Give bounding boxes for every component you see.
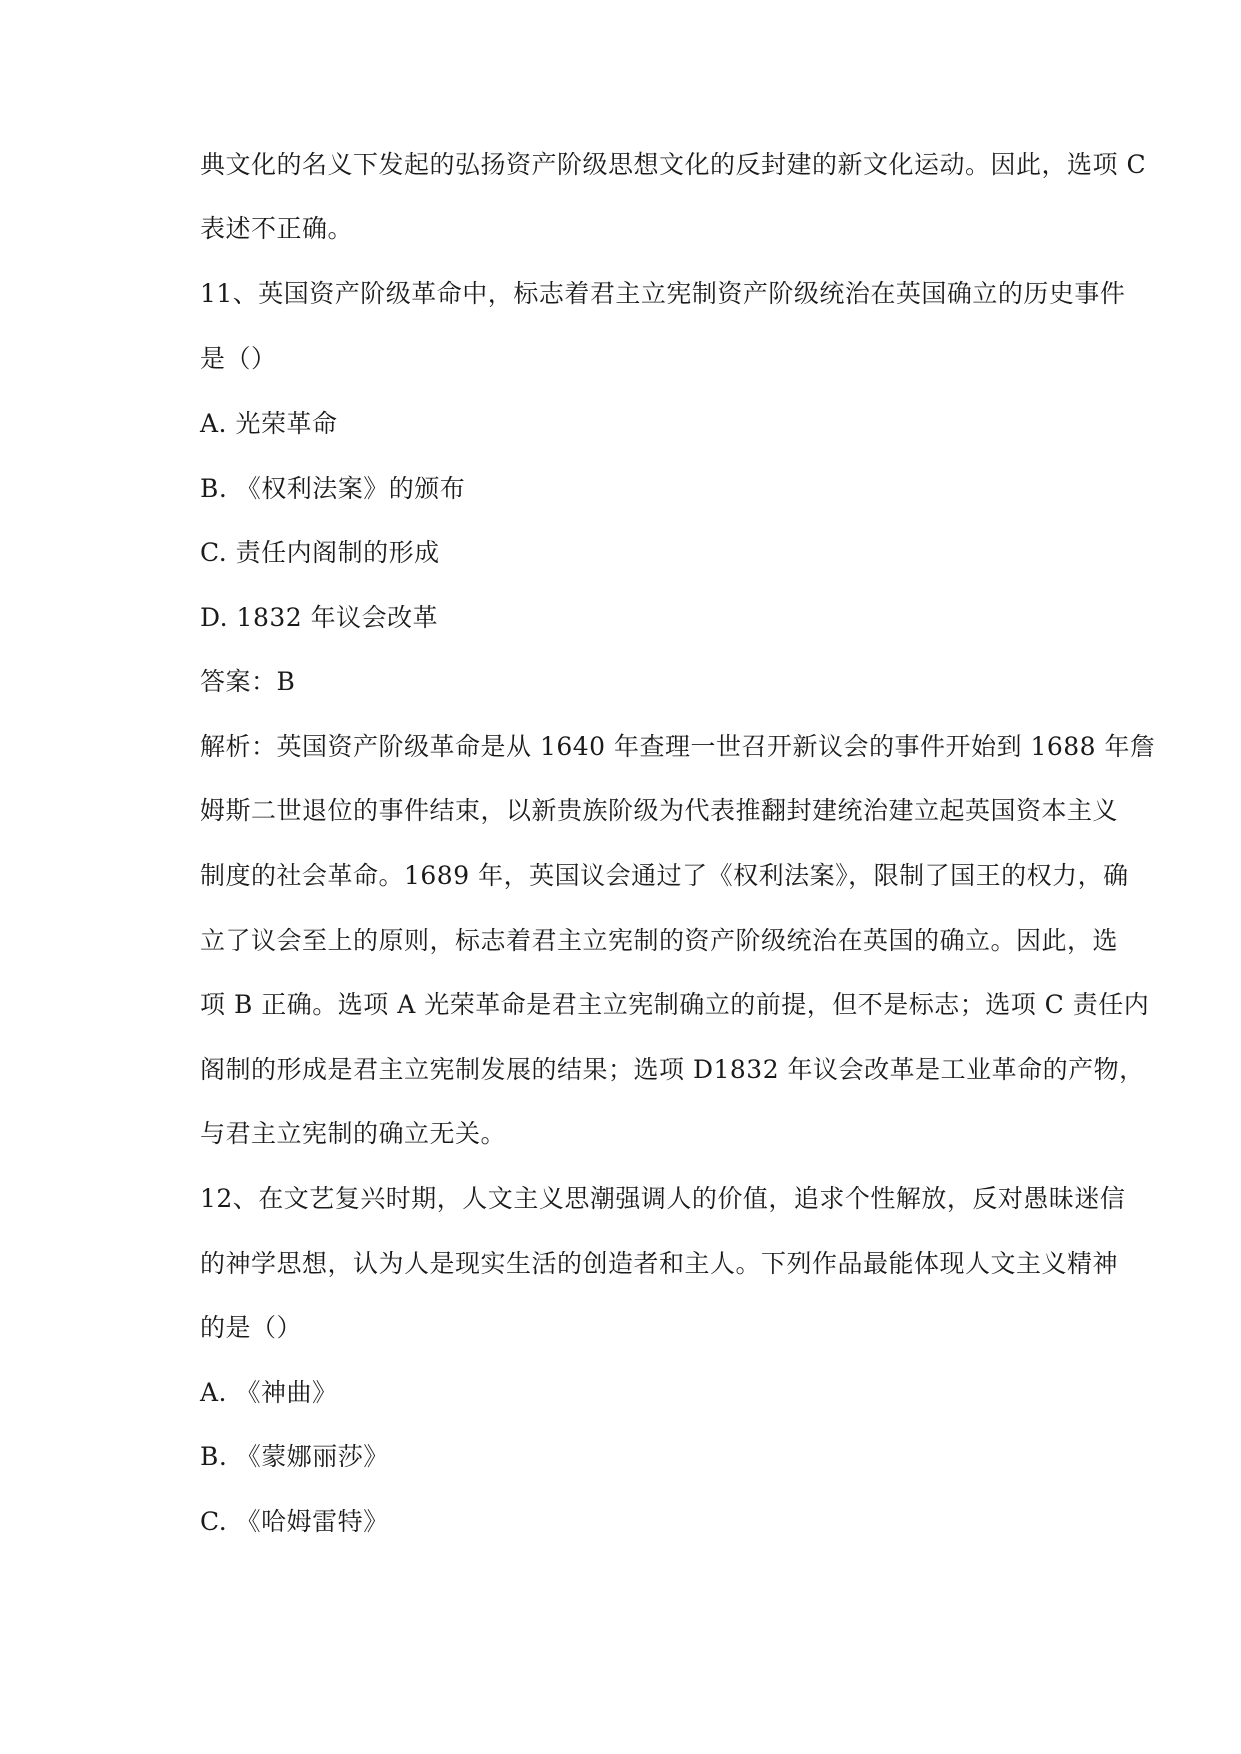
option-c: C. 责任内阁制的形成 bbox=[200, 538, 440, 567]
question-12-stem: 的是（） bbox=[200, 1313, 303, 1342]
question-12-stem: 的神学思想，认为人是现实生活的创造者和主人。下列作品最能体现人文主义精神 bbox=[200, 1249, 1119, 1278]
analysis-line: 阁制的形成是君主立宪制发展的结果；选项 D1832 年议会改革是工业革命的产物， bbox=[200, 1055, 1145, 1084]
question-12-stem: 12、在文艺复兴时期，人文主义思潮强调人的价值，追求个性解放，反对愚昧迷信 bbox=[200, 1184, 1126, 1213]
answer-line: 答案：B bbox=[200, 667, 296, 696]
option-d: D. 1832 年议会改革 bbox=[200, 603, 439, 632]
option-b: B. 《权利法案》的颁布 bbox=[200, 474, 466, 503]
option-c: C. 《哈姆雷特》 bbox=[200, 1507, 389, 1536]
question-11-stem: 是（） bbox=[200, 344, 277, 373]
analysis-line: 与君主立宪制的确立无关。 bbox=[200, 1119, 507, 1148]
text-line: 表述不正确。 bbox=[200, 214, 354, 243]
option-a: A. 《神曲》 bbox=[200, 1378, 338, 1407]
analysis-line: 项 B 正确。选项 A 光荣革命是君主立宪制确立的前提，但不是标志；选项 C 责任内 bbox=[200, 990, 1150, 1019]
analysis-line: 解析：英国资产阶级革命是从 1640 年查理一世召开新议会的事件开始到 1688 年詹 bbox=[200, 732, 1156, 761]
question-11-stem: 11、英国资产阶级革命中，标志着君主立宪制资产阶级统治在英国确立的历史事件 bbox=[200, 279, 1126, 308]
text-line: 典文化的名义下发起的弘扬资产阶级思想文化的反封建的新文化运动。因此，选项 C bbox=[200, 150, 1147, 179]
option-a: A. 光荣革命 bbox=[200, 409, 338, 438]
analysis-line: 姆斯二世退位的事件结束，以新贵族阶级为代表推翻封建统治建立起英国资本主义 bbox=[200, 796, 1119, 825]
option-b: B. 《蒙娜丽莎》 bbox=[200, 1442, 389, 1471]
analysis-line: 制度的社会革命。1689 年，英国议会通过了《权利法案》，限制了国王的权力，确 bbox=[200, 861, 1129, 890]
analysis-line: 立了议会至上的原则，标志着君主立宪制的资产阶级统治在英国的确立。因此，选 bbox=[200, 926, 1119, 955]
